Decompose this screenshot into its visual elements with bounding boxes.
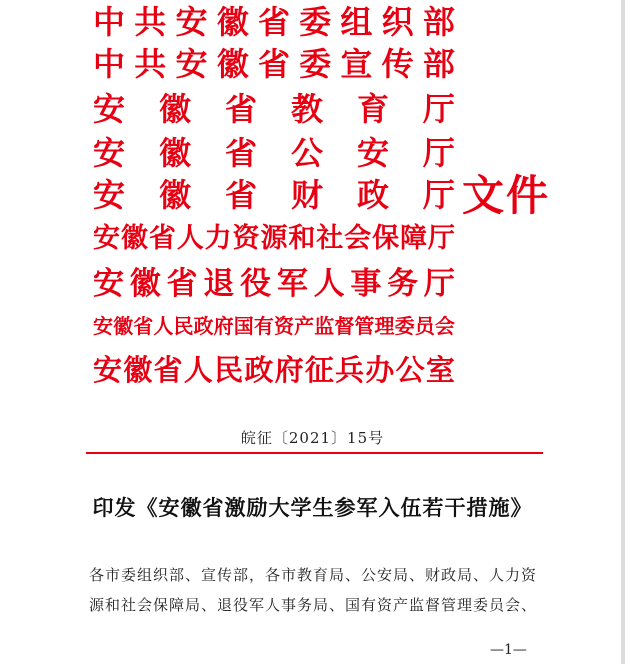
issuer-char: 保 [372, 223, 400, 254]
issuer-char: 公 [290, 134, 323, 172]
issuer-char: 理 [374, 314, 395, 338]
issuer-char: 省 [153, 353, 183, 387]
body-line: 各市委组织部、宣传部，各市教育局、公安局、财政局、人力资 [89, 566, 538, 584]
issuer-char: 人 [313, 266, 345, 302]
issuer-char: 产 [294, 314, 315, 338]
issuer-char: 办 [365, 353, 395, 387]
issuer-char: 徽 [120, 223, 148, 254]
issuer-char: 员 [414, 314, 435, 338]
issuer-char: 中 [93, 45, 126, 83]
issuer-char: 省 [224, 90, 257, 128]
issuer-char: 督 [334, 314, 355, 338]
issuer-char: 省 [224, 134, 257, 172]
issuer-char: 征 [304, 353, 334, 387]
issuer-char: 徽 [113, 314, 134, 338]
issuer-char: 部 [422, 3, 455, 41]
issuer-char: 府 [274, 353, 304, 387]
issuer-char: 力 [204, 223, 232, 254]
issuer-char: 徽 [158, 134, 191, 172]
issuer-char: 教 [290, 90, 323, 128]
issuer-char: 监 [314, 314, 335, 338]
document-title: 印发《安徽省激励大学生参军入伍若干措施》 [92, 495, 533, 520]
issuer-char: 共 [134, 3, 167, 41]
issuer-char: 国 [233, 314, 254, 338]
issuer-char: 安 [93, 266, 124, 302]
issuer-char: 社 [316, 223, 344, 254]
issuer-char: 省 [148, 223, 176, 254]
issuer-char: 退 [203, 266, 235, 302]
issuer-char: 委 [299, 3, 332, 41]
issuer-char: 委 [394, 314, 415, 338]
issuer-char: 厅 [423, 266, 455, 302]
issuer-char: 会 [434, 314, 455, 338]
issuer-char: 厅 [422, 134, 455, 172]
issuer-char: 徽 [216, 45, 249, 83]
issuer-char: 省 [224, 176, 257, 214]
issuer-line [93, 309, 455, 343]
issuer-char: 省 [133, 314, 154, 338]
issuer-char: 有 [253, 314, 274, 338]
issuer-line [93, 44, 455, 84]
issuer-char: 徽 [129, 266, 161, 302]
page-edge-shadow [621, 0, 625, 664]
issuer-char: 务 [387, 266, 419, 302]
issuer-line [93, 264, 455, 304]
issuer-char: 织 [381, 3, 414, 41]
issuer-line [93, 89, 455, 129]
issuer-char: 徽 [216, 3, 249, 41]
issuer-char: 安 [93, 223, 120, 254]
issuer-char: 人 [153, 314, 174, 338]
issuer-char: 政 [356, 176, 389, 214]
issuer-line [93, 175, 455, 215]
issuer-char: 室 [425, 353, 455, 387]
issuer-char: 民 [173, 314, 194, 338]
issuer-char: 人 [176, 223, 204, 254]
issuer-char: 人 [183, 353, 213, 387]
issuer-char: 厅 [427, 223, 455, 254]
issuer-char: 中 [93, 3, 126, 41]
issuer-char: 源 [260, 223, 288, 254]
issuer-line [93, 2, 455, 42]
issuer-char: 宣 [340, 45, 373, 83]
issuer-char: 政 [193, 314, 214, 338]
document-word: 文件 [462, 171, 551, 220]
issuer-char: 安 [356, 134, 389, 172]
issuer-char: 障 [399, 223, 427, 254]
issuer-char: 组 [340, 3, 373, 41]
issuer-char: 安 [93, 134, 126, 172]
issuer-char: 省 [257, 45, 290, 83]
issuer-char: 会 [344, 223, 372, 254]
issuer-char: 共 [134, 45, 167, 83]
issuer-char: 资 [232, 223, 260, 254]
issuer-char: 传 [381, 45, 414, 83]
issuer-char: 府 [213, 314, 234, 338]
issuer-char: 省 [166, 266, 198, 302]
issuer-char: 公 [395, 353, 425, 387]
issuer-char: 委 [299, 45, 332, 83]
issuer-char: 和 [288, 223, 316, 254]
issuer-line [93, 220, 455, 258]
issuer-char: 厅 [422, 90, 455, 128]
issuer-char: 事 [350, 266, 382, 302]
issuer-char: 安 [93, 90, 126, 128]
issuer-char: 政 [244, 353, 274, 387]
issuer-char: 管 [354, 314, 375, 338]
issuer-char: 厅 [422, 176, 455, 214]
issuer-char: 民 [214, 353, 244, 387]
document-number: 皖征〔2021〕15号 [240, 429, 385, 447]
red-divider [86, 452, 543, 454]
issuer-char: 省 [257, 3, 290, 41]
issuer-char: 军 [276, 266, 308, 302]
issuer-char: 安 [93, 176, 126, 214]
issuer-char: 安 [93, 353, 123, 387]
issuer-char: 安 [175, 3, 208, 41]
issuer-char: 部 [422, 45, 455, 83]
issuer-char: 财 [290, 176, 323, 214]
issuer-char: 役 [240, 266, 272, 302]
issuer-char: 资 [273, 314, 294, 338]
issuer-char: 兵 [335, 353, 365, 387]
issuer-line [93, 350, 455, 390]
page-number: —1— [490, 642, 527, 658]
issuer-char: 育 [356, 90, 389, 128]
issuer-line [93, 133, 455, 173]
issuer-char: 安 [93, 314, 113, 338]
issuer-char: 徽 [158, 176, 191, 214]
issuer-char: 徽 [158, 90, 191, 128]
body-line: 源和社会保障局、退役军人事务局、国有资产监督管理委员会、 [89, 596, 538, 614]
issuer-char: 徽 [123, 353, 153, 387]
issuer-char: 安 [175, 45, 208, 83]
